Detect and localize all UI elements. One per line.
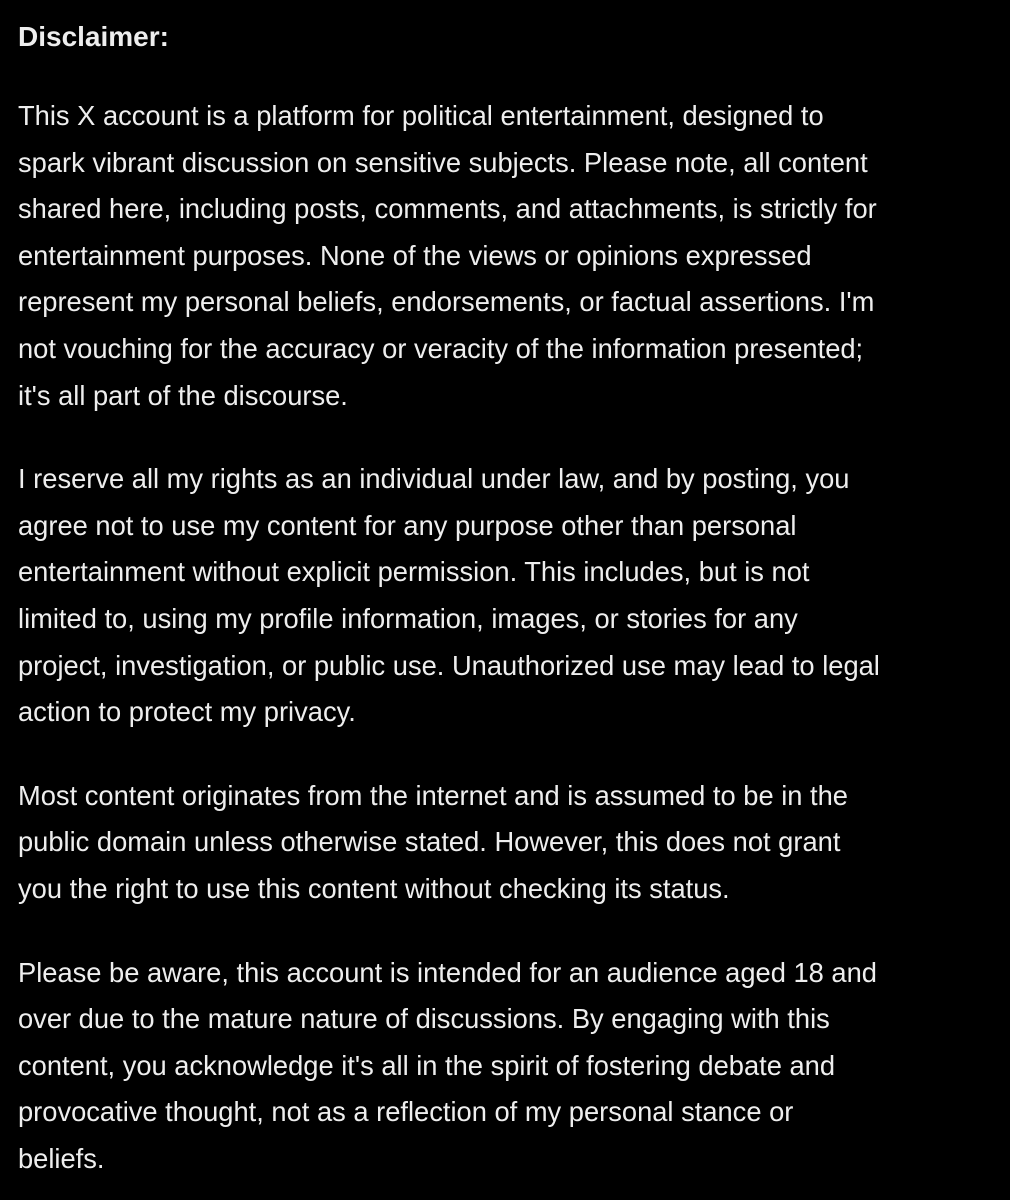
paragraph-public-domain: [18, 773, 996, 913]
paragraph-line: provocative thought, not as a reflection of my personal stance or: [18, 1096, 794, 1128]
paragraph-line: entertainment without explicit permission. This includes, but is not: [18, 556, 810, 588]
spacer: [18, 913, 996, 950]
paragraph-line: you the right to use this content without checking its status.: [18, 872, 730, 904]
paragraph-line: limited to, using my profile information, images, or stories for any: [18, 602, 798, 634]
paragraph-line: I reserve all my rights as an individual under law, and by posting, you: [18, 463, 850, 495]
paragraph-line: over due to the mature nature of discussions. By engaging with this: [18, 1003, 830, 1035]
paragraph-audience-notice: [18, 950, 996, 1183]
paragraph-line: Please be aware, this account is intended for an audience aged 18 and: [18, 956, 877, 988]
paragraph-line: content, you acknowledge it's all in the spirit of fostering debate and: [18, 1049, 836, 1081]
paragraph-entertainment-purpose: [18, 93, 996, 419]
paragraph-line: project, investigation, or public use. Unauthorized use may lead to legal: [18, 649, 880, 681]
spacer: [18, 736, 996, 773]
paragraph-rights-reserved: [18, 456, 996, 736]
paragraph-line: Most content originates from the internet and is assumed to be in the: [18, 779, 848, 811]
paragraph-line: public domain unless otherwise stated. However, this does not grant: [18, 826, 841, 858]
paragraph-line: agree not to use my content for any purpose other than personal: [18, 509, 797, 541]
paragraph-line: shared here, including posts, comments, and attachments, is strictly for: [18, 193, 877, 225]
disclaimer-heading: Disclaimer:: [18, 21, 169, 52]
paragraph-line: not vouching for the accuracy or veracity of the information presented;: [18, 332, 864, 364]
paragraph-line: action to protect my privacy.: [18, 696, 356, 728]
paragraph-line: beliefs.: [18, 1142, 105, 1174]
spacer: [18, 60, 996, 93]
paragraph-line: entertainment purposes. None of the views or opinions expressed: [18, 239, 812, 271]
spacer: [18, 419, 996, 456]
paragraph-line: it's all part of the discourse.: [18, 379, 348, 411]
paragraph-line: represent my personal beliefs, endorsements, or factual assertions. I'm: [18, 286, 875, 318]
paragraph-line: This X account is a platform for political entertainment, designed to: [18, 100, 824, 131]
paragraph-line: spark vibrant discussion on sensitive subjects. Please note, all content: [18, 146, 868, 178]
